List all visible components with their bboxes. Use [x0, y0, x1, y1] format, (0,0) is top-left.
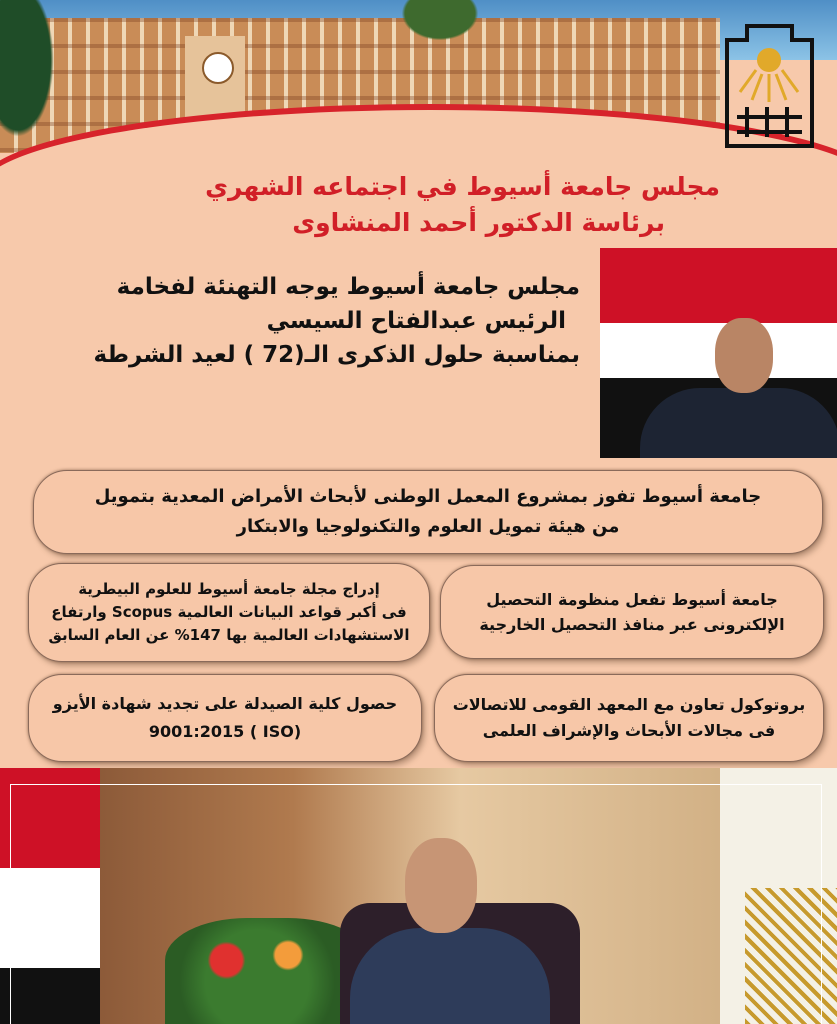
box-text: (ISO ) 9001:2015 [148, 722, 302, 741]
portrait-head [715, 318, 773, 393]
flag-stripe-red [600, 248, 837, 323]
news-box-iso [28, 674, 422, 762]
box-text: فى مجالات الأبحاث والإشراف العلمى [482, 721, 776, 740]
tree [0, 0, 60, 150]
clock-icon [202, 52, 234, 84]
box-text: إدراج مجلة جامعة أسيوط للعلوم البيطرية [78, 580, 380, 598]
box-text: الإلكترونى عبر منافذ التحصيل الخارجية [479, 615, 785, 634]
university-logo [722, 22, 817, 150]
congratulation-news [93, 270, 580, 372]
president-photo [600, 248, 837, 458]
news-line: مجلس جامعة أسيوط يوجه التهنئة لفخامة [116, 274, 580, 300]
news-box-protocol [434, 674, 824, 762]
news-box-funding [33, 470, 823, 554]
page-subtitle: برئاسة الدكتور أحمد المنشاوى [292, 208, 665, 237]
box-text: الاستشهادات العالمية بها 147% عن العام السابق [48, 626, 410, 644]
box-text: حصول كلية الصيدلة على تجديد شهادة الأيزو [52, 694, 398, 713]
box-text: جامعة أسيوط تفعل منظومة التحصيل [486, 590, 778, 609]
news-box-epayment [440, 565, 824, 659]
news-line: الرئيس عبدالفتاح السيسي [266, 308, 566, 334]
suit [640, 388, 837, 458]
box-text: فى أكبر قواعد البيانات العالمية Scopus وارتفاع [51, 603, 407, 621]
header-banner-photo [0, 0, 837, 185]
news-line: بمناسبة حلول الذكرى الـ(72 ) لعيد الشرطة [93, 342, 580, 368]
photo-frame [10, 784, 822, 1024]
box-text: من هيئة تمويل العلوم والتكنولوجيا والابتكار [236, 516, 620, 537]
news-box-journal [28, 563, 430, 662]
page-title: مجلس جامعة أسيوط في اجتماعه الشهري [205, 172, 720, 201]
box-text: بروتوكول تعاون مع المعهد القومى للاتصالات [452, 695, 806, 714]
tree [395, 0, 485, 45]
box-text: جامعة أسيوط تفوز بمشروع المعمل الوطنى لأبحاث الأمراض المعدية بتمويل [94, 486, 762, 507]
